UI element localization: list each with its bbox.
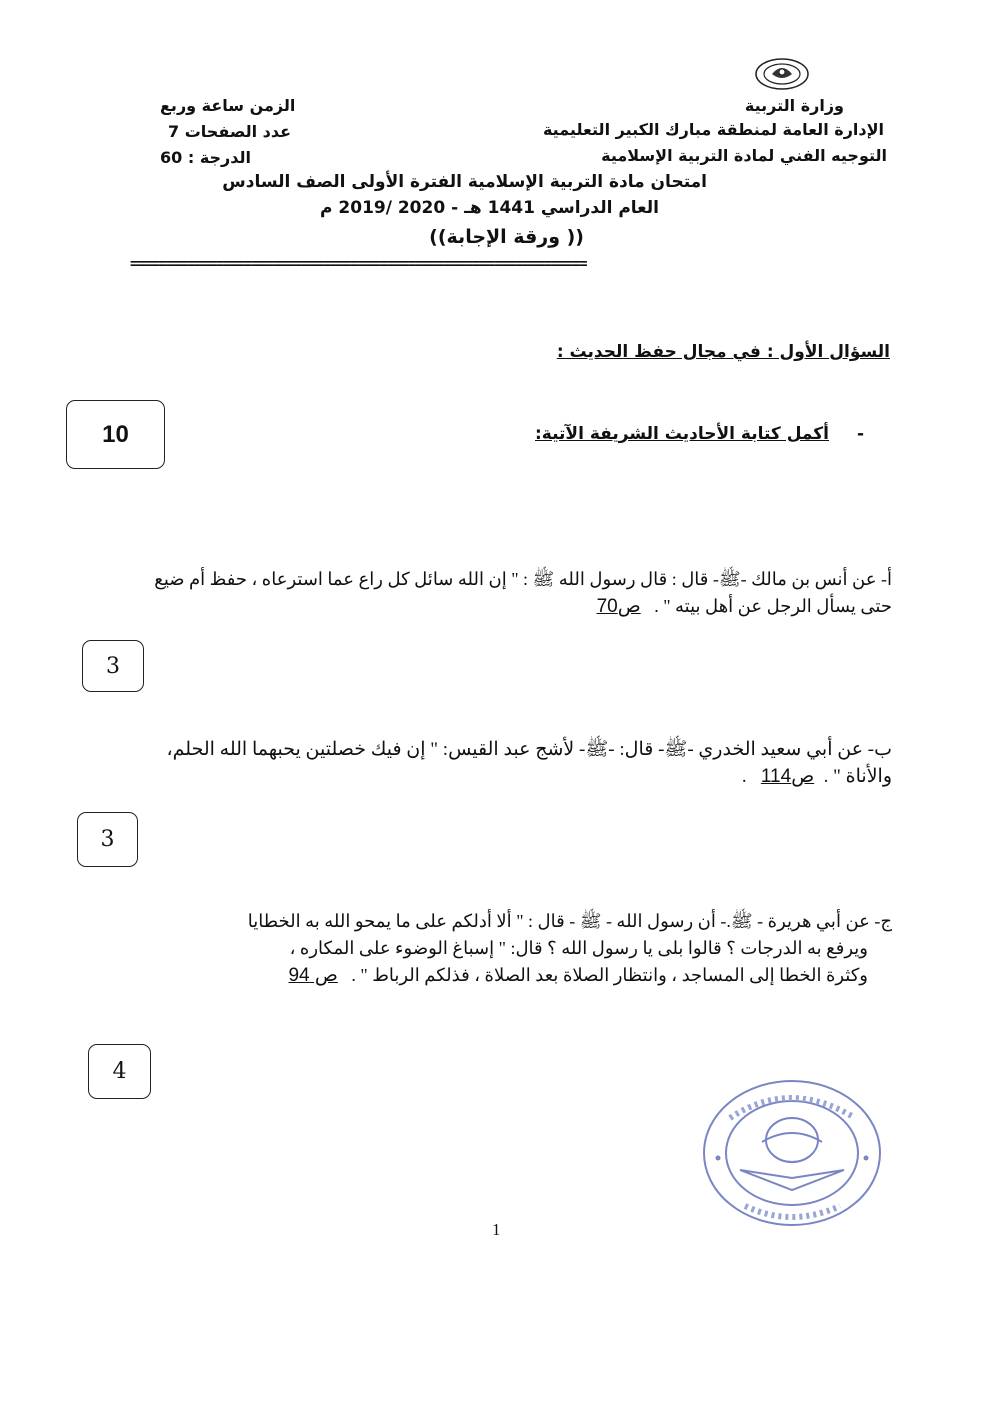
supervision-name: التوجيه الفني لمادة التربية الإسلامية — [601, 146, 887, 165]
hadith-a-score: 3 — [106, 653, 120, 679]
exam-title: امتحان مادة التربية الإسلامية الفترة الأولى الصف السادس — [222, 172, 707, 192]
instruction-dash: - — [856, 424, 864, 444]
pages-value: 7 — [168, 122, 180, 141]
grade-value: 60 — [160, 148, 183, 167]
pages-label: عدد الصفحات — [184, 122, 292, 141]
ministry-emblem — [752, 55, 812, 93]
grade-label: الدرجة : — [187, 148, 251, 167]
hadith-b-score-box — [77, 812, 138, 867]
hadith-a-line1: أ- عن أنس بن مالك -ﷺ- قال : قال رسول الله ﷺ : " إن الله سائل كل راع عما استرعاه ، حفظ أم ضيع — [154, 569, 892, 589]
hadith-b — [167, 736, 892, 790]
year-hijri: 1441 — [487, 198, 535, 218]
directorate-name: الإدارة العامة لمنطقة مبارك الكبير التعليمية — [542, 120, 884, 139]
year-gregorian: 2019/ 2020 — [338, 198, 446, 218]
hadith-a-score-box — [82, 640, 144, 692]
official-stamp — [700, 1078, 885, 1228]
total-grade — [160, 148, 251, 167]
year-dash: - — [451, 198, 459, 218]
hadith-c-page-ref: ص 94 — [288, 965, 338, 986]
question1-score-box — [66, 400, 165, 469]
exam-duration: الزمن ساعة وربع — [160, 96, 296, 115]
hadith-c-score-box — [88, 1044, 151, 1099]
hadith-b-line2: والأناة " . — [823, 766, 892, 787]
hadith-c-line3: وكثرة الخطا إلى المساجد ، وانتظار الصلاة بعد الصلاة ، فذلكم الرباط " . — [351, 965, 868, 985]
hadith-c — [248, 908, 892, 989]
header-separator: ================================================================ — [130, 256, 587, 272]
hadith-c-score: 4 — [112, 1059, 127, 1084]
answer-sheet-label: (( ورقة الإجابة)) — [429, 226, 584, 248]
ministry-name: وزارة التربية — [744, 96, 844, 115]
hadith-b-page-ref: ص114 — [760, 766, 815, 787]
question1-instruction — [535, 424, 864, 444]
hadith-c-line1: ج- عن أبي هريرة - ﷺ.- أن رسول الله - ﷺ - قال : " ألا أدلكم على ما يمحو الله به الخطايا — [247, 911, 892, 931]
hadith-b-line2-end: . — [741, 766, 747, 787]
year-h-label: هـ — [464, 198, 482, 218]
page-number: 1 — [492, 1220, 501, 1239]
hadith-a-line2: حتى يسأل الرجل عن أهل بيته " . — [654, 596, 892, 616]
pages-count — [168, 122, 291, 141]
instruction-text: أكمل كتابة الأحاديث الشريفة الآتية: — [535, 424, 830, 444]
hadith-b-score: 3 — [100, 827, 115, 852]
question1-title: السؤال الأول : في مجال حفظ الحديث : — [556, 342, 890, 362]
hadith-a-page-ref: ص70 — [596, 596, 641, 617]
year-prefix: العام الدراسي — [540, 198, 659, 218]
hadith-b-line1: ب- عن أبي سعيد الخدري -ﷺ- قال: -ﷺ- لأشج عبد القيس: " إن فيك خصلتين يحبهما الله الحلم، — [166, 739, 892, 760]
question1-total-score: 10 — [102, 420, 129, 448]
academic-year — [320, 198, 659, 218]
year-m-label: م — [320, 198, 333, 218]
hadith-a — [154, 566, 892, 620]
hadith-c-line2: ويرفع به الدرجات ؟ قالوا بلى يا رسول الله ؟ قال: " إسباغ الوضوء على المكاره ، — [289, 938, 868, 958]
